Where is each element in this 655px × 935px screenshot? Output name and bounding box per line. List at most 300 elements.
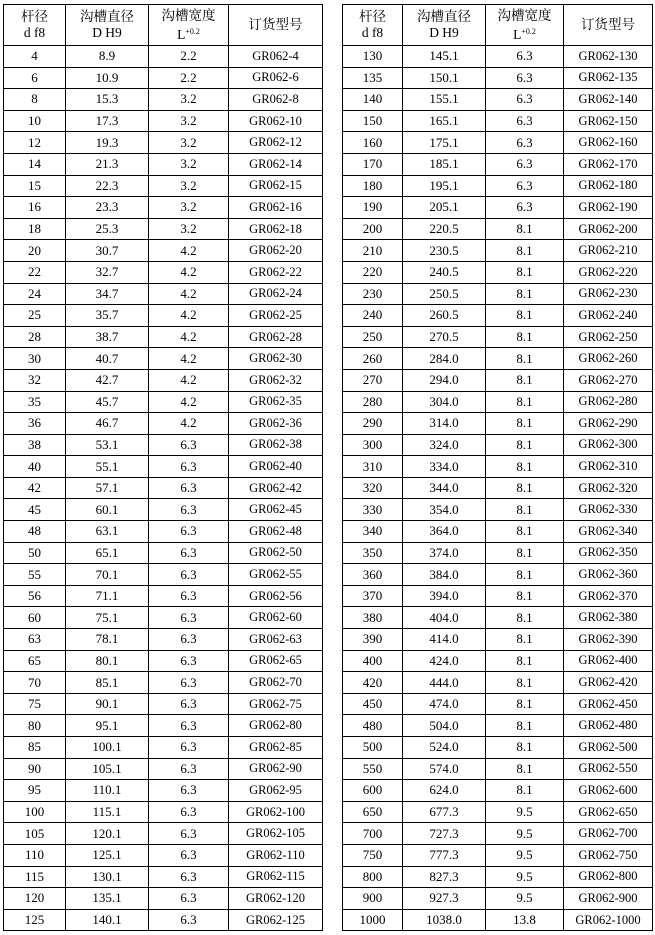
table-row [4, 46, 323, 68]
order-code-cell: GR062-65 [229, 650, 323, 672]
groove-width-cell: 8.1 [486, 585, 564, 607]
header-groove-width [486, 5, 564, 46]
groove-width-cell: 8.1 [486, 477, 564, 499]
groove-diameter-cell: 22.3 [66, 175, 149, 197]
table-row [343, 564, 653, 586]
rod-diameter-cell: 85 [4, 737, 66, 759]
groove-diameter-cell: 63.1 [66, 521, 149, 543]
groove-width-cell: 6.3 [486, 67, 564, 89]
groove-width-cell: 6.3 [149, 456, 229, 478]
groove-diameter-cell: 155.1 [403, 89, 486, 111]
groove-width-cell: 8.1 [486, 542, 564, 564]
table-row [4, 693, 323, 715]
table-row [343, 261, 653, 283]
order-code-cell: GR062-700 [564, 823, 653, 845]
table-row [4, 737, 323, 759]
rod-diameter-cell: 24 [4, 283, 66, 305]
groove-diameter-cell: 524.0 [403, 737, 486, 759]
groove-diameter-cell: 10.9 [66, 67, 149, 89]
order-code-cell: GR062-10 [229, 110, 323, 132]
rod-diameter-cell: 350 [343, 542, 403, 564]
groove-width-cell: 6.3 [149, 801, 229, 823]
header-rod-diameter-tolerance: d f8 [361, 25, 384, 40]
order-code-cell: GR062-15 [229, 175, 323, 197]
groove-width-cell: 3.2 [149, 175, 229, 197]
groove-diameter-cell: 57.1 [66, 477, 149, 499]
groove-diameter-cell: 35.7 [66, 305, 149, 327]
order-code-cell: GR062-48 [229, 521, 323, 543]
order-code-cell: GR062-220 [564, 261, 653, 283]
header-groove-diameter [403, 5, 486, 46]
table-row [4, 413, 323, 435]
rod-diameter-cell: 400 [343, 650, 403, 672]
groove-width-cell: 4.2 [149, 391, 229, 413]
groove-diameter-cell: 23.3 [66, 197, 149, 219]
order-code-cell: GR062-330 [564, 499, 653, 521]
header-groove-width [149, 5, 229, 46]
table-row [4, 780, 323, 802]
rod-diameter-cell: 30 [4, 348, 66, 370]
groove-width-cell: 6.3 [149, 844, 229, 866]
header-groove-width-title: 沟槽宽度 [497, 7, 552, 23]
rod-diameter-cell: 63 [4, 629, 66, 651]
rod-diameter-cell: 56 [4, 585, 66, 607]
groove-diameter-cell: 1038.0 [403, 909, 486, 931]
order-code-cell: GR062-900 [564, 888, 653, 910]
table-row [4, 348, 323, 370]
rod-diameter-cell: 45 [4, 499, 66, 521]
table-row [343, 218, 653, 240]
rod-diameter-cell: 105 [4, 823, 66, 845]
groove-width-cell: 4.2 [149, 283, 229, 305]
groove-width-cell: 4.2 [149, 369, 229, 391]
table-row [4, 261, 323, 283]
groove-width-cell: 6.3 [149, 585, 229, 607]
order-code-cell: GR062-150 [564, 110, 653, 132]
rod-diameter-cell: 120 [4, 888, 66, 910]
groove-diameter-cell: 324.0 [403, 434, 486, 456]
table-row [4, 801, 323, 823]
groove-diameter-cell: 304.0 [403, 391, 486, 413]
table-row [343, 672, 653, 694]
groove-diameter-cell: 424.0 [403, 650, 486, 672]
order-code-cell: GR062-6 [229, 67, 323, 89]
order-code-cell: GR062-63 [229, 629, 323, 651]
table-row [4, 672, 323, 694]
groove-width-cell: 6.3 [149, 758, 229, 780]
order-code-cell: GR062-230 [564, 283, 653, 305]
rod-diameter-cell: 220 [343, 261, 403, 283]
groove-width-cell: 8.1 [486, 456, 564, 478]
table-row [343, 175, 653, 197]
order-code-cell: GR062-12 [229, 132, 323, 154]
table-row [343, 780, 653, 802]
rod-diameter-cell: 80 [4, 715, 66, 737]
groove-width-cell: 8.1 [486, 629, 564, 651]
table-row [4, 758, 323, 780]
groove-width-cell: 6.3 [149, 499, 229, 521]
header-groove-width-tolerance: +0.2 [185, 26, 200, 36]
groove-diameter-cell: 240.5 [403, 261, 486, 283]
rod-diameter-cell: 390 [343, 629, 403, 651]
groove-width-cell: 3.2 [149, 197, 229, 219]
table-row [343, 823, 653, 845]
rod-diameter-cell: 420 [343, 672, 403, 694]
table-row [4, 909, 323, 931]
rod-diameter-cell: 140 [343, 89, 403, 111]
table-body-right [343, 46, 653, 931]
groove-width-cell: 8.1 [486, 413, 564, 435]
header-groove-diameter [66, 5, 149, 46]
order-code-cell: GR062-135 [564, 67, 653, 89]
header-rod-diameter-title: 杆径 [359, 9, 386, 24]
rod-diameter-cell: 900 [343, 888, 403, 910]
rod-diameter-cell: 370 [343, 585, 403, 607]
groove-width-cell: 6.3 [149, 672, 229, 694]
table-row [343, 521, 653, 543]
groove-width-cell: 6.3 [149, 888, 229, 910]
rod-diameter-cell: 48 [4, 521, 66, 543]
table-row [343, 413, 653, 435]
header-groove-diameter-tolerance: D H9 [92, 25, 122, 40]
rod-diameter-cell: 32 [4, 369, 66, 391]
groove-diameter-cell: 130.1 [66, 866, 149, 888]
rod-diameter-cell: 8 [4, 89, 66, 111]
order-code-cell: GR062-20 [229, 240, 323, 262]
groove-width-cell: 8.1 [486, 348, 564, 370]
groove-width-cell: 8.1 [486, 672, 564, 694]
groove-diameter-cell: 30.7 [66, 240, 149, 262]
rod-diameter-cell: 130 [343, 46, 403, 68]
groove-width-cell: 6.3 [486, 197, 564, 219]
rod-diameter-cell: 600 [343, 780, 403, 802]
groove-size-table-right [342, 4, 653, 931]
groove-width-cell: 8.1 [486, 521, 564, 543]
rod-diameter-cell: 320 [343, 477, 403, 499]
order-code-cell: GR062-350 [564, 542, 653, 564]
rod-diameter-cell: 15 [4, 175, 66, 197]
groove-width-cell: 8.1 [486, 758, 564, 780]
groove-diameter-cell: 294.0 [403, 369, 486, 391]
groove-diameter-cell: 53.1 [66, 434, 149, 456]
table-row [343, 46, 653, 68]
rod-diameter-cell: 22 [4, 261, 66, 283]
rod-diameter-cell: 700 [343, 823, 403, 845]
groove-diameter-cell: 65.1 [66, 542, 149, 564]
order-code-cell: GR062-390 [564, 629, 653, 651]
groove-diameter-cell: 827.3 [403, 866, 486, 888]
rod-diameter-cell: 250 [343, 326, 403, 348]
groove-width-cell: 8.1 [486, 218, 564, 240]
groove-diameter-cell: 394.0 [403, 585, 486, 607]
groove-diameter-cell: 38.7 [66, 326, 149, 348]
header-groove-width-title: 沟槽宽度 [161, 7, 216, 23]
table-row [4, 434, 323, 456]
groove-width-cell: 4.2 [149, 413, 229, 435]
groove-size-table-left [3, 4, 323, 931]
groove-diameter-cell: 927.3 [403, 888, 486, 910]
order-code-cell: GR062-200 [564, 218, 653, 240]
groove-diameter-cell: 175.1 [403, 132, 486, 154]
groove-diameter-cell: 314.0 [403, 413, 486, 435]
groove-diameter-cell: 34.7 [66, 283, 149, 305]
table-row [343, 909, 653, 931]
rod-diameter-cell: 210 [343, 240, 403, 262]
groove-width-cell: 8.1 [486, 305, 564, 327]
table-body-left [4, 46, 323, 931]
rod-diameter-cell: 70 [4, 672, 66, 694]
order-code-cell: GR062-125 [229, 909, 323, 931]
rod-diameter-cell: 95 [4, 780, 66, 802]
order-code-cell: GR062-750 [564, 844, 653, 866]
header-order-code-title: 订货型号 [581, 17, 635, 32]
table-row [343, 737, 653, 759]
header-rod-diameter-title: 杆径 [21, 9, 48, 24]
table-row [343, 197, 653, 219]
rod-diameter-cell: 500 [343, 737, 403, 759]
groove-width-cell: 9.5 [486, 801, 564, 823]
order-code-cell: GR062-320 [564, 477, 653, 499]
groove-diameter-cell: 80.1 [66, 650, 149, 672]
header-rod-diameter [4, 5, 66, 46]
table-row [4, 132, 323, 154]
table-row [4, 326, 323, 348]
groove-width-cell: 8.1 [486, 650, 564, 672]
groove-width-cell: 4.2 [149, 240, 229, 262]
table-row [4, 283, 323, 305]
order-code-cell: GR062-70 [229, 672, 323, 694]
groove-diameter-cell: 21.3 [66, 153, 149, 175]
groove-width-cell: 8.1 [486, 780, 564, 802]
rod-diameter-cell: 36 [4, 413, 66, 435]
order-code-cell: GR062-60 [229, 607, 323, 629]
order-code-cell: GR062-85 [229, 737, 323, 759]
table-row [4, 866, 323, 888]
order-code-cell: GR062-400 [564, 650, 653, 672]
order-code-cell: GR062-8 [229, 89, 323, 111]
rod-diameter-cell: 28 [4, 326, 66, 348]
groove-diameter-cell: 195.1 [403, 175, 486, 197]
order-code-cell: GR062-250 [564, 326, 653, 348]
groove-width-cell: 2.2 [149, 67, 229, 89]
groove-diameter-cell: 165.1 [403, 110, 486, 132]
groove-diameter-cell: 250.5 [403, 283, 486, 305]
groove-diameter-cell: 120.1 [66, 823, 149, 845]
order-code-cell: GR062-170 [564, 153, 653, 175]
order-code-cell: GR062-50 [229, 542, 323, 564]
order-code-cell: GR062-24 [229, 283, 323, 305]
order-code-cell: GR062-130 [564, 46, 653, 68]
order-code-cell: GR062-80 [229, 715, 323, 737]
header-row [4, 5, 323, 46]
groove-width-cell: 4.2 [149, 261, 229, 283]
order-code-cell: GR062-270 [564, 369, 653, 391]
table-row [343, 434, 653, 456]
rod-diameter-cell: 125 [4, 909, 66, 931]
table-row [4, 369, 323, 391]
order-code-cell: GR062-100 [229, 801, 323, 823]
header-order-code-title: 订货型号 [248, 17, 303, 32]
groove-width-cell: 6.3 [149, 823, 229, 845]
table-row [343, 456, 653, 478]
table-row [4, 715, 323, 737]
groove-diameter-cell: 25.3 [66, 218, 149, 240]
groove-width-cell: 6.3 [149, 434, 229, 456]
rod-diameter-cell: 230 [343, 283, 403, 305]
groove-diameter-cell: 15.3 [66, 89, 149, 111]
groove-width-cell: 8.1 [486, 499, 564, 521]
table-row [343, 132, 653, 154]
header-order-code [564, 5, 653, 46]
rod-diameter-cell: 260 [343, 348, 403, 370]
table-row [4, 585, 323, 607]
table-row [343, 110, 653, 132]
rod-diameter-cell: 4 [4, 46, 66, 68]
order-code-cell: GR062-4 [229, 46, 323, 68]
groove-width-cell: 8.1 [486, 564, 564, 586]
groove-diameter-cell: 150.1 [403, 67, 486, 89]
table-row [4, 153, 323, 175]
table-row [343, 153, 653, 175]
groove-width-cell: 8.1 [486, 607, 564, 629]
header-rod-diameter [343, 5, 403, 46]
table-row [343, 542, 653, 564]
groove-diameter-cell: 125.1 [66, 844, 149, 866]
rod-diameter-cell: 340 [343, 521, 403, 543]
order-code-cell: GR062-290 [564, 413, 653, 435]
groove-diameter-cell: 270.5 [403, 326, 486, 348]
groove-width-cell: 6.3 [149, 521, 229, 543]
order-code-cell: GR062-650 [564, 801, 653, 823]
rod-diameter-cell: 310 [343, 456, 403, 478]
groove-diameter-cell: 504.0 [403, 715, 486, 737]
groove-width-cell: 4.2 [149, 305, 229, 327]
groove-width-cell: 6.3 [486, 46, 564, 68]
groove-width-cell: 6.3 [149, 909, 229, 931]
table-row [343, 758, 653, 780]
table-row [343, 585, 653, 607]
order-code-cell: GR062-240 [564, 305, 653, 327]
groove-diameter-cell: 727.3 [403, 823, 486, 845]
rod-diameter-cell: 90 [4, 758, 66, 780]
order-code-cell: GR062-800 [564, 866, 653, 888]
groove-width-cell: 6.3 [149, 629, 229, 651]
groove-width-cell: 6.3 [149, 715, 229, 737]
order-code-cell: GR062-500 [564, 737, 653, 759]
groove-width-cell: 6.3 [149, 866, 229, 888]
rod-diameter-cell: 115 [4, 866, 66, 888]
order-code-cell: GR062-260 [564, 348, 653, 370]
order-code-cell: GR062-105 [229, 823, 323, 845]
groove-width-cell: 8.1 [486, 693, 564, 715]
rod-diameter-cell: 1000 [343, 909, 403, 931]
table-row [4, 175, 323, 197]
rod-diameter-cell: 42 [4, 477, 66, 499]
rod-diameter-cell: 6 [4, 67, 66, 89]
order-code-cell: GR062-380 [564, 607, 653, 629]
table-row [4, 823, 323, 845]
groove-width-cell: 9.5 [486, 866, 564, 888]
groove-width-cell: 6.3 [149, 607, 229, 629]
groove-width-cell: 6.3 [149, 477, 229, 499]
groove-diameter-cell: 32.7 [66, 261, 149, 283]
order-code-cell: GR062-25 [229, 305, 323, 327]
table-row [4, 650, 323, 672]
groove-diameter-cell: 100.1 [66, 737, 149, 759]
order-code-cell: GR062-56 [229, 585, 323, 607]
table-row [4, 110, 323, 132]
groove-width-cell: 9.5 [486, 888, 564, 910]
table-row [4, 391, 323, 413]
table-row [343, 607, 653, 629]
groove-diameter-cell: 230.5 [403, 240, 486, 262]
rod-diameter-cell: 240 [343, 305, 403, 327]
table-row [4, 499, 323, 521]
groove-diameter-cell: 185.1 [403, 153, 486, 175]
rod-diameter-cell: 35 [4, 391, 66, 413]
groove-diameter-cell: 374.0 [403, 542, 486, 564]
groove-width-cell: 6.3 [149, 693, 229, 715]
header-order-code [229, 5, 323, 46]
rod-diameter-cell: 330 [343, 499, 403, 521]
order-code-cell: GR062-140 [564, 89, 653, 111]
groove-diameter-cell: 70.1 [66, 564, 149, 586]
rod-diameter-cell: 270 [343, 369, 403, 391]
table-row [343, 477, 653, 499]
rod-diameter-cell: 14 [4, 153, 66, 175]
order-code-cell: GR062-550 [564, 758, 653, 780]
table-row [343, 650, 653, 672]
table-row [343, 369, 653, 391]
groove-width-cell: 4.2 [149, 348, 229, 370]
table-row [4, 456, 323, 478]
table-row [4, 521, 323, 543]
order-code-cell: GR062-190 [564, 197, 653, 219]
groove-width-cell: 4.2 [149, 326, 229, 348]
order-code-cell: GR062-420 [564, 672, 653, 694]
groove-diameter-cell: 344.0 [403, 477, 486, 499]
rod-diameter-cell: 16 [4, 197, 66, 219]
rod-diameter-cell: 200 [343, 218, 403, 240]
order-code-cell: GR062-42 [229, 477, 323, 499]
groove-diameter-cell: 8.9 [66, 46, 149, 68]
rod-diameter-cell: 180 [343, 175, 403, 197]
rod-diameter-cell: 450 [343, 693, 403, 715]
rod-diameter-cell: 480 [343, 715, 403, 737]
header-groove-width-symbol: L [513, 26, 522, 42]
rod-diameter-cell: 750 [343, 844, 403, 866]
table-row [4, 542, 323, 564]
rod-diameter-cell: 380 [343, 607, 403, 629]
table-row [343, 499, 653, 521]
header-groove-diameter-title: 沟槽直径 [80, 9, 134, 24]
groove-diameter-cell: 110.1 [66, 780, 149, 802]
groove-diameter-cell: 71.1 [66, 585, 149, 607]
table-row [343, 844, 653, 866]
order-code-cell: GR062-38 [229, 434, 323, 456]
groove-diameter-cell: 135.1 [66, 888, 149, 910]
groove-diameter-cell: 40.7 [66, 348, 149, 370]
rod-diameter-cell: 18 [4, 218, 66, 240]
rod-diameter-cell: 60 [4, 607, 66, 629]
groove-width-cell: 6.3 [486, 110, 564, 132]
table-row [343, 715, 653, 737]
table-row [4, 218, 323, 240]
groove-diameter-cell: 75.1 [66, 607, 149, 629]
rod-diameter-cell: 170 [343, 153, 403, 175]
groove-diameter-cell: 17.3 [66, 110, 149, 132]
order-code-cell: GR062-480 [564, 715, 653, 737]
